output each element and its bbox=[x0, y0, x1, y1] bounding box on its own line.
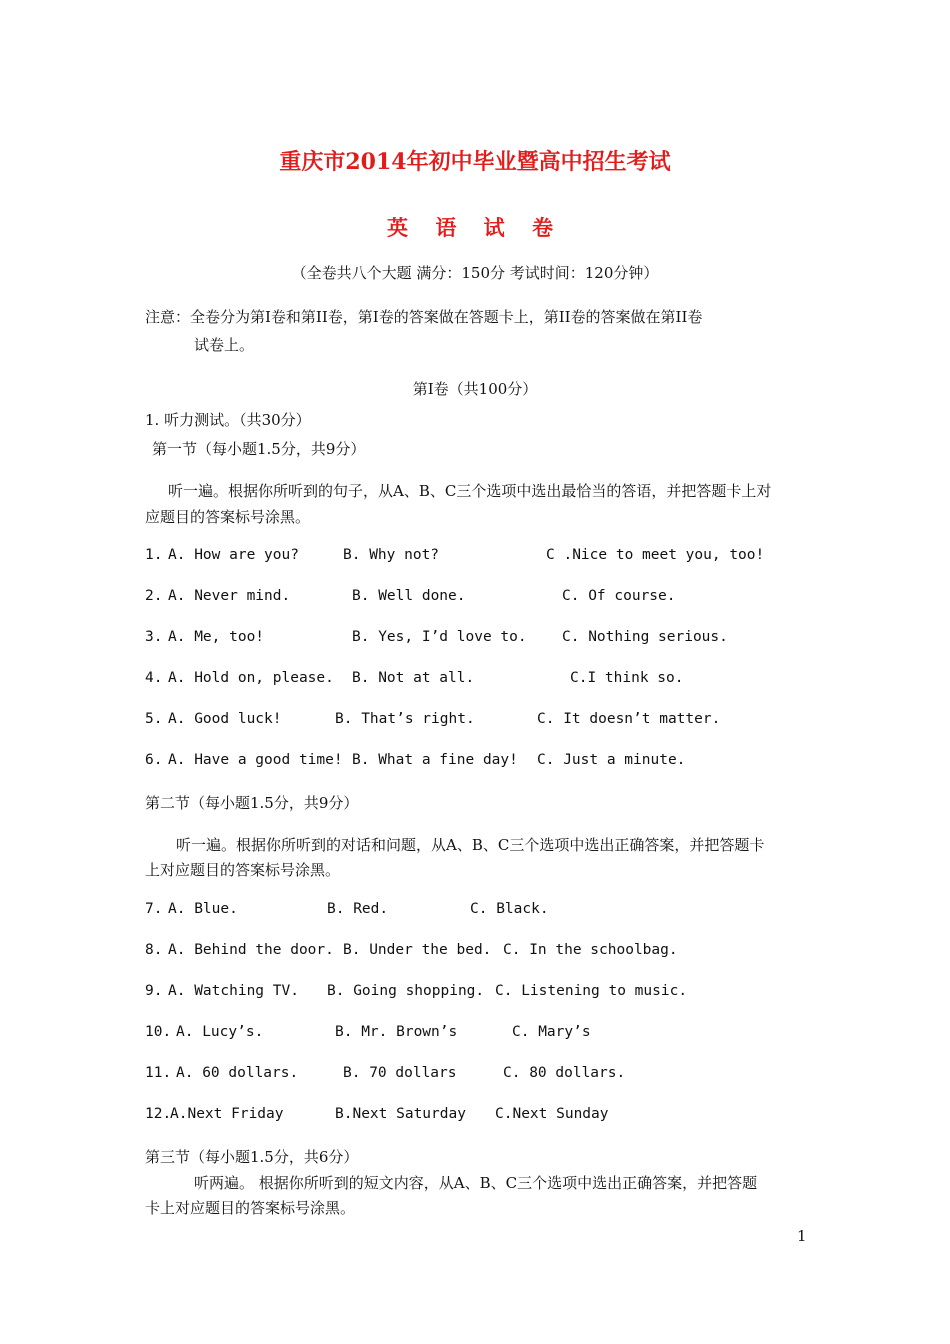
volume-heading: 第I卷（共100分） bbox=[412, 380, 538, 398]
option-a: A. Me, too! bbox=[168, 629, 265, 645]
option-a: A. Have a good time! bbox=[168, 752, 343, 768]
option-c: C. Nothing serious. bbox=[562, 629, 728, 645]
option-a: A. Hold on, please. bbox=[168, 670, 334, 686]
exam-meta: （全卷共八个大题 满分：150分 考试时间：120分钟） bbox=[291, 264, 659, 282]
option-b: B. Going shopping. bbox=[327, 983, 485, 999]
section-1-heading: 第一节（每小题1.5分，共9分） bbox=[152, 440, 366, 458]
option-a: A.Next Friday bbox=[170, 1106, 284, 1122]
question-number: 5. bbox=[145, 711, 163, 727]
question-number: 4. bbox=[145, 670, 163, 686]
option-b: B. Under the bed. bbox=[343, 942, 492, 958]
question-number: 1. bbox=[145, 547, 163, 563]
option-c: C. It doesn’t matter. bbox=[537, 711, 721, 727]
question-number: 2. bbox=[145, 588, 163, 604]
section-2-heading: 第二节（每小题1.5分，共9分） bbox=[145, 794, 359, 812]
exam-title: 重庆市2014年初中毕业暨高中招生考试 bbox=[279, 149, 671, 175]
option-c: C .Nice to meet you, too! bbox=[546, 547, 765, 563]
page-number: 1 bbox=[797, 1227, 807, 1245]
option-b: B. Well done. bbox=[352, 588, 466, 604]
question-number: 11. bbox=[145, 1065, 172, 1081]
section-2-instruction-line-1: 听一遍。根据你所听到的对话和问题，从A、B、C三个选项中选出正确答案，并把答题卡 bbox=[176, 836, 765, 854]
option-c: C. Listening to music. bbox=[495, 983, 688, 999]
option-c: C.I think so. bbox=[570, 670, 684, 686]
question-number: 3. bbox=[145, 629, 163, 645]
option-a: A. Watching TV. bbox=[168, 983, 299, 999]
exam-subtitle: 英 语 试 卷 bbox=[387, 215, 563, 240]
option-c: C. Of course. bbox=[562, 588, 676, 604]
question-number: 8. bbox=[145, 942, 163, 958]
option-c: C. 80 dollars. bbox=[503, 1065, 626, 1081]
question-number: 6. bbox=[145, 752, 163, 768]
option-b: B. 70 dollars bbox=[343, 1065, 457, 1081]
option-a: A. Behind the door. bbox=[168, 942, 334, 958]
section-3-instruction-line-1: 听两遍。 根据你所听到的短文内容，从A、B、C三个选项中选出正确答案，并把答题 bbox=[194, 1174, 758, 1192]
option-b: B. Why not? bbox=[343, 547, 440, 563]
notice-line-1: 注意：全卷分为第I卷和第II卷，第I卷的答案做在答题卡上，第II卷的答案做在第II卷 bbox=[145, 308, 703, 326]
option-b: B. Not at all. bbox=[352, 670, 475, 686]
option-b: B. Mr. Brown’s bbox=[335, 1024, 458, 1040]
question-number: 9. bbox=[145, 983, 163, 999]
option-a: A. Good luck! bbox=[168, 711, 282, 727]
option-c: C. Black. bbox=[470, 901, 549, 917]
option-b: B. Red. bbox=[327, 901, 389, 917]
part-heading: 1. 听力测试。（共30分） bbox=[145, 411, 311, 429]
option-c: C.Next Sunday bbox=[495, 1106, 609, 1122]
section-3-heading: 第三节（每小题1.5分，共6分） bbox=[145, 1148, 359, 1166]
option-b: B. That’s right. bbox=[335, 711, 475, 727]
option-a: A. How are you? bbox=[168, 547, 299, 563]
option-a: A. 60 dollars. bbox=[176, 1065, 299, 1081]
option-c: C. In the schoolbag. bbox=[503, 942, 678, 958]
question-number: 7. bbox=[145, 901, 163, 917]
option-b: B.Next Saturday bbox=[335, 1106, 466, 1122]
option-c: C. Just a minute. bbox=[537, 752, 686, 768]
option-a: A. Blue. bbox=[168, 901, 238, 917]
section-1-instruction-line-2: 应题目的答案标号涂黑。 bbox=[145, 508, 311, 526]
option-a: A. Never mind. bbox=[168, 588, 291, 604]
option-b: B. What a fine day! bbox=[352, 752, 518, 768]
question-number: 10. bbox=[145, 1024, 172, 1040]
notice-line-2: 试卷上。 bbox=[194, 336, 255, 354]
option-c: C. Mary’s bbox=[512, 1024, 591, 1040]
option-a: A. Lucy’s. bbox=[176, 1024, 264, 1040]
section-2-instruction-line-2: 上对应题目的答案标号涂黑。 bbox=[145, 861, 341, 879]
section-1-instruction-line-1: 听一遍。根据你所听到的句子，从A、B、C三个选项中选出最恰当的答语，并把答题卡上对 bbox=[168, 482, 772, 500]
question-number: 12. bbox=[145, 1106, 172, 1122]
option-b: B. Yes, I’d love to. bbox=[352, 629, 527, 645]
section-3-instruction-line-2: 卡上对应题目的答案标号涂黑。 bbox=[145, 1199, 356, 1217]
